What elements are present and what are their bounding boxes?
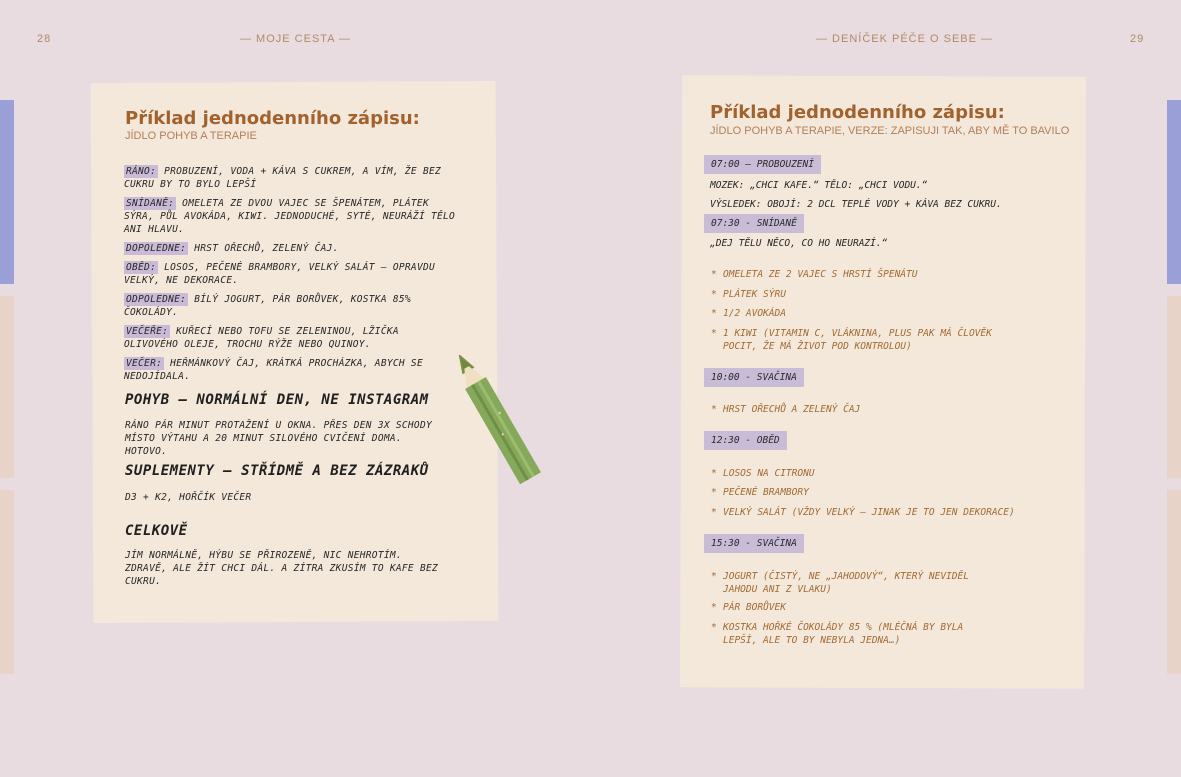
meal-entry-afternoon xyxy=(124,293,459,319)
meal-label: ODPOLEDNE: xyxy=(126,294,187,305)
section-text-supplements: D3 + K2, HOŘČÍK VEČER xyxy=(125,492,252,503)
meal-entry-lunch xyxy=(124,261,459,287)
bullet-icon: * xyxy=(711,571,717,582)
edge-tab-right-blue xyxy=(1167,100,1181,284)
list-item-text: PEČENÉ BRAMBORY xyxy=(723,487,809,498)
right-page-subtitle: JÍDLO POHYB A TERAPIE, VERZE: ZAPISUJI TAK, ABY MĚ TO BAVILO xyxy=(710,125,1070,137)
pencil-icon xyxy=(448,355,548,490)
meal-entry-breakfast xyxy=(124,197,459,236)
right-page-title: Příklad jednodenního zápisu: xyxy=(710,102,1005,123)
bullet-icon: * xyxy=(711,487,717,498)
meal-entry-dinner xyxy=(124,325,459,351)
meal-text: BÍLÝ JOGURT, PÁR BORŮVEK, KOSTKA 85% ČOKOLÁDY. xyxy=(124,294,411,318)
entry-line-quote: „DEJ TĚLU NĚCO, CO HO NEURAZÍ.“ xyxy=(710,238,888,249)
list-item-text: JOGURT (ČISTÝ, NE „JAHODOVÝ“, KTERÝ NEVIDĚL JAHODU ANI Z VLAKU) xyxy=(723,571,969,595)
meal-label: DOPOLEDNE: xyxy=(126,243,187,254)
meal-entry-morning xyxy=(124,165,459,191)
meal-entry-evening xyxy=(124,357,424,383)
running-header-left: — MOJE CESTA — xyxy=(240,33,351,45)
section-text-movement: RÁNO PÁR MINUT PROTAŽENÍ U OKNA. PŘES DEN 3X SCHODY MÍSTO VÝTAHU A 20 MINUT SILOVÉHO CVIČENÍ DOMA. HOTOVO. xyxy=(125,420,432,457)
meal-label: RÁNO: xyxy=(126,166,157,177)
list-item-text: 1 KIWI (VITAMIN C, VLÁKNINA, PLUS PAK MÁ ČLOVĚK POCIT, ŽE MÁ ŽIVOT POD KONTROLOU) xyxy=(723,328,992,352)
edge-tab-right-peach xyxy=(1167,296,1181,478)
meal-text: HRST OŘECHŮ, ZELENÝ ČAJ. xyxy=(188,243,339,254)
left-page-subtitle: JÍDLO POHYB A TERAPIE xyxy=(125,130,257,142)
list-item-text: HRST OŘECHŮ A ZELENÝ ČAJ xyxy=(723,404,861,415)
page-number-right: 29 xyxy=(1130,33,1145,45)
meal-text: OMELETA ZE DVOU VAJEC SE ŠPENÁTEM, PLÁTEK SÝRA, PŮL AVOKÁDA, KIWI. JEDNODUCHÉ, SYTÉ, NEURÁŽÍ TĚLO ANI HLAVU. xyxy=(124,198,456,235)
running-header-right: — DENÍČEK PÉČE O SEBE — xyxy=(816,33,994,45)
meal-label: VEČEŘE: xyxy=(126,326,169,337)
list-item xyxy=(711,570,988,596)
meal-text: LOSOS, PEČENÉ BRAMBORY, VELKÝ SALÁT – OPRAVDU VELKÝ, NE DEKORACE. xyxy=(124,262,436,286)
meal-text: PROBUZENÍ, VODA + KÁVA S CUKREM, A VÍM, ŽE BEZ CUKRU BY TO BYLO LEPŠÍ xyxy=(124,166,442,190)
list-item xyxy=(711,327,1013,353)
bullet-icon: * xyxy=(711,289,717,300)
list-item-text: LOSOS NA CITRONU xyxy=(723,468,815,479)
list-item-text: VELKÝ SALÁT (VŽDY VELKÝ – JINAK JE TO JEN DEKORACE) xyxy=(723,507,1015,518)
list-item-text: PLÁTEK SÝRU xyxy=(723,289,786,300)
page-number-left: 28 xyxy=(37,33,52,45)
left-page-title: Příklad jednodenního zápisu: xyxy=(125,108,420,129)
time-tag-0730: 07:30 - SNÍDANĚ xyxy=(704,214,804,233)
time-tag-0700: 07:00 – PROBOUZENÍ xyxy=(704,155,821,174)
list-item xyxy=(711,486,1053,499)
list-item xyxy=(711,268,1053,281)
entry-line-brain-body: MOZEK: „CHCI KAFE.“ TĚLO: „CHCI VODU.“ xyxy=(710,180,928,191)
bullet-icon: * xyxy=(711,622,717,633)
list-item-text: OMELETA ZE 2 VAJEC S HRSTÍ ŠPENÁTU xyxy=(723,269,918,280)
list-item xyxy=(711,307,1053,320)
bullet-icon: * xyxy=(711,328,717,339)
section-title-supplements: SUPLEMENTY – STŘÍDMĚ A BEZ ZÁZRAKŮ xyxy=(125,463,429,479)
section-title-overall: CELKOVĚ xyxy=(125,523,188,539)
bullet-icon: * xyxy=(711,308,717,319)
list-item-text: KOSTKA HOŘKÉ ČOKOLÁDY 85 % (MLÉČNÁ BY BYLA LEPŠÍ, ALE TO BY NEBYLA JEDNA…) xyxy=(723,622,964,646)
list-item xyxy=(711,288,1053,301)
meal-label: SNÍDANĚ: xyxy=(126,198,175,209)
list-item xyxy=(711,621,988,647)
time-tag-1530: 15:30 - SVAČINA xyxy=(704,534,804,553)
bullet-icon: * xyxy=(711,269,717,280)
bullet-icon: * xyxy=(711,404,717,415)
list-item-text: PÁR BORŮVEK xyxy=(723,602,786,613)
edge-tab-left-peach xyxy=(0,296,14,478)
edge-tab-right-peach-2 xyxy=(1167,490,1181,674)
section-text-overall: JÍM NORMÁLNĚ, HÝBU SE PŘIROZENĚ, NIC NEHROTÍM. ZDRAVĚ, ALE ŽÍT CHCI DÁL. A ZÍTRA ZKUSÍM TO KAFE BEZ CUKRU. xyxy=(125,550,439,587)
bullet-icon: * xyxy=(711,507,717,518)
list-item xyxy=(711,467,1053,480)
meal-label: VEČER: xyxy=(126,358,163,369)
section-title-movement: POHYB – NORMÁLNÍ DEN, NE INSTAGRAM xyxy=(125,392,429,408)
list-item-text: 1/2 AVOKÁDA xyxy=(723,308,786,319)
edge-tab-left-peach-2 xyxy=(0,490,14,674)
meal-text: HEŘMÁNKOVÝ ČAJ, KRÁTKÁ PROCHÁZKA, ABYCH SE NEDOJÍDALA. xyxy=(124,358,423,382)
bullet-icon: * xyxy=(711,602,717,613)
bullet-icon: * xyxy=(711,468,717,479)
list-item xyxy=(711,403,1053,416)
meal-list xyxy=(124,165,459,383)
time-tag-1230: 12:30 - OBĚD xyxy=(704,431,787,450)
list-item xyxy=(711,601,1053,614)
meal-entry-forenoon xyxy=(124,242,459,255)
time-tag-1000: 10:00 - SVAČINA xyxy=(704,368,804,387)
list-item xyxy=(711,506,1068,519)
meal-label: OBĚD: xyxy=(126,262,157,273)
entry-line-result: VÝSLEDEK: OBOJÍ: 2 DCL TEPLÉ VODY + KÁVA BEZ CUKRU. xyxy=(710,199,1002,210)
edge-tab-left-blue xyxy=(0,100,14,284)
meal-text: KUŘECÍ NEBO TOFU SE ZELENINOU, LŽIČKA OLIVOVÉHO OLEJE, TROCHU RÝŽE NEBO QUINOY. xyxy=(124,326,399,350)
